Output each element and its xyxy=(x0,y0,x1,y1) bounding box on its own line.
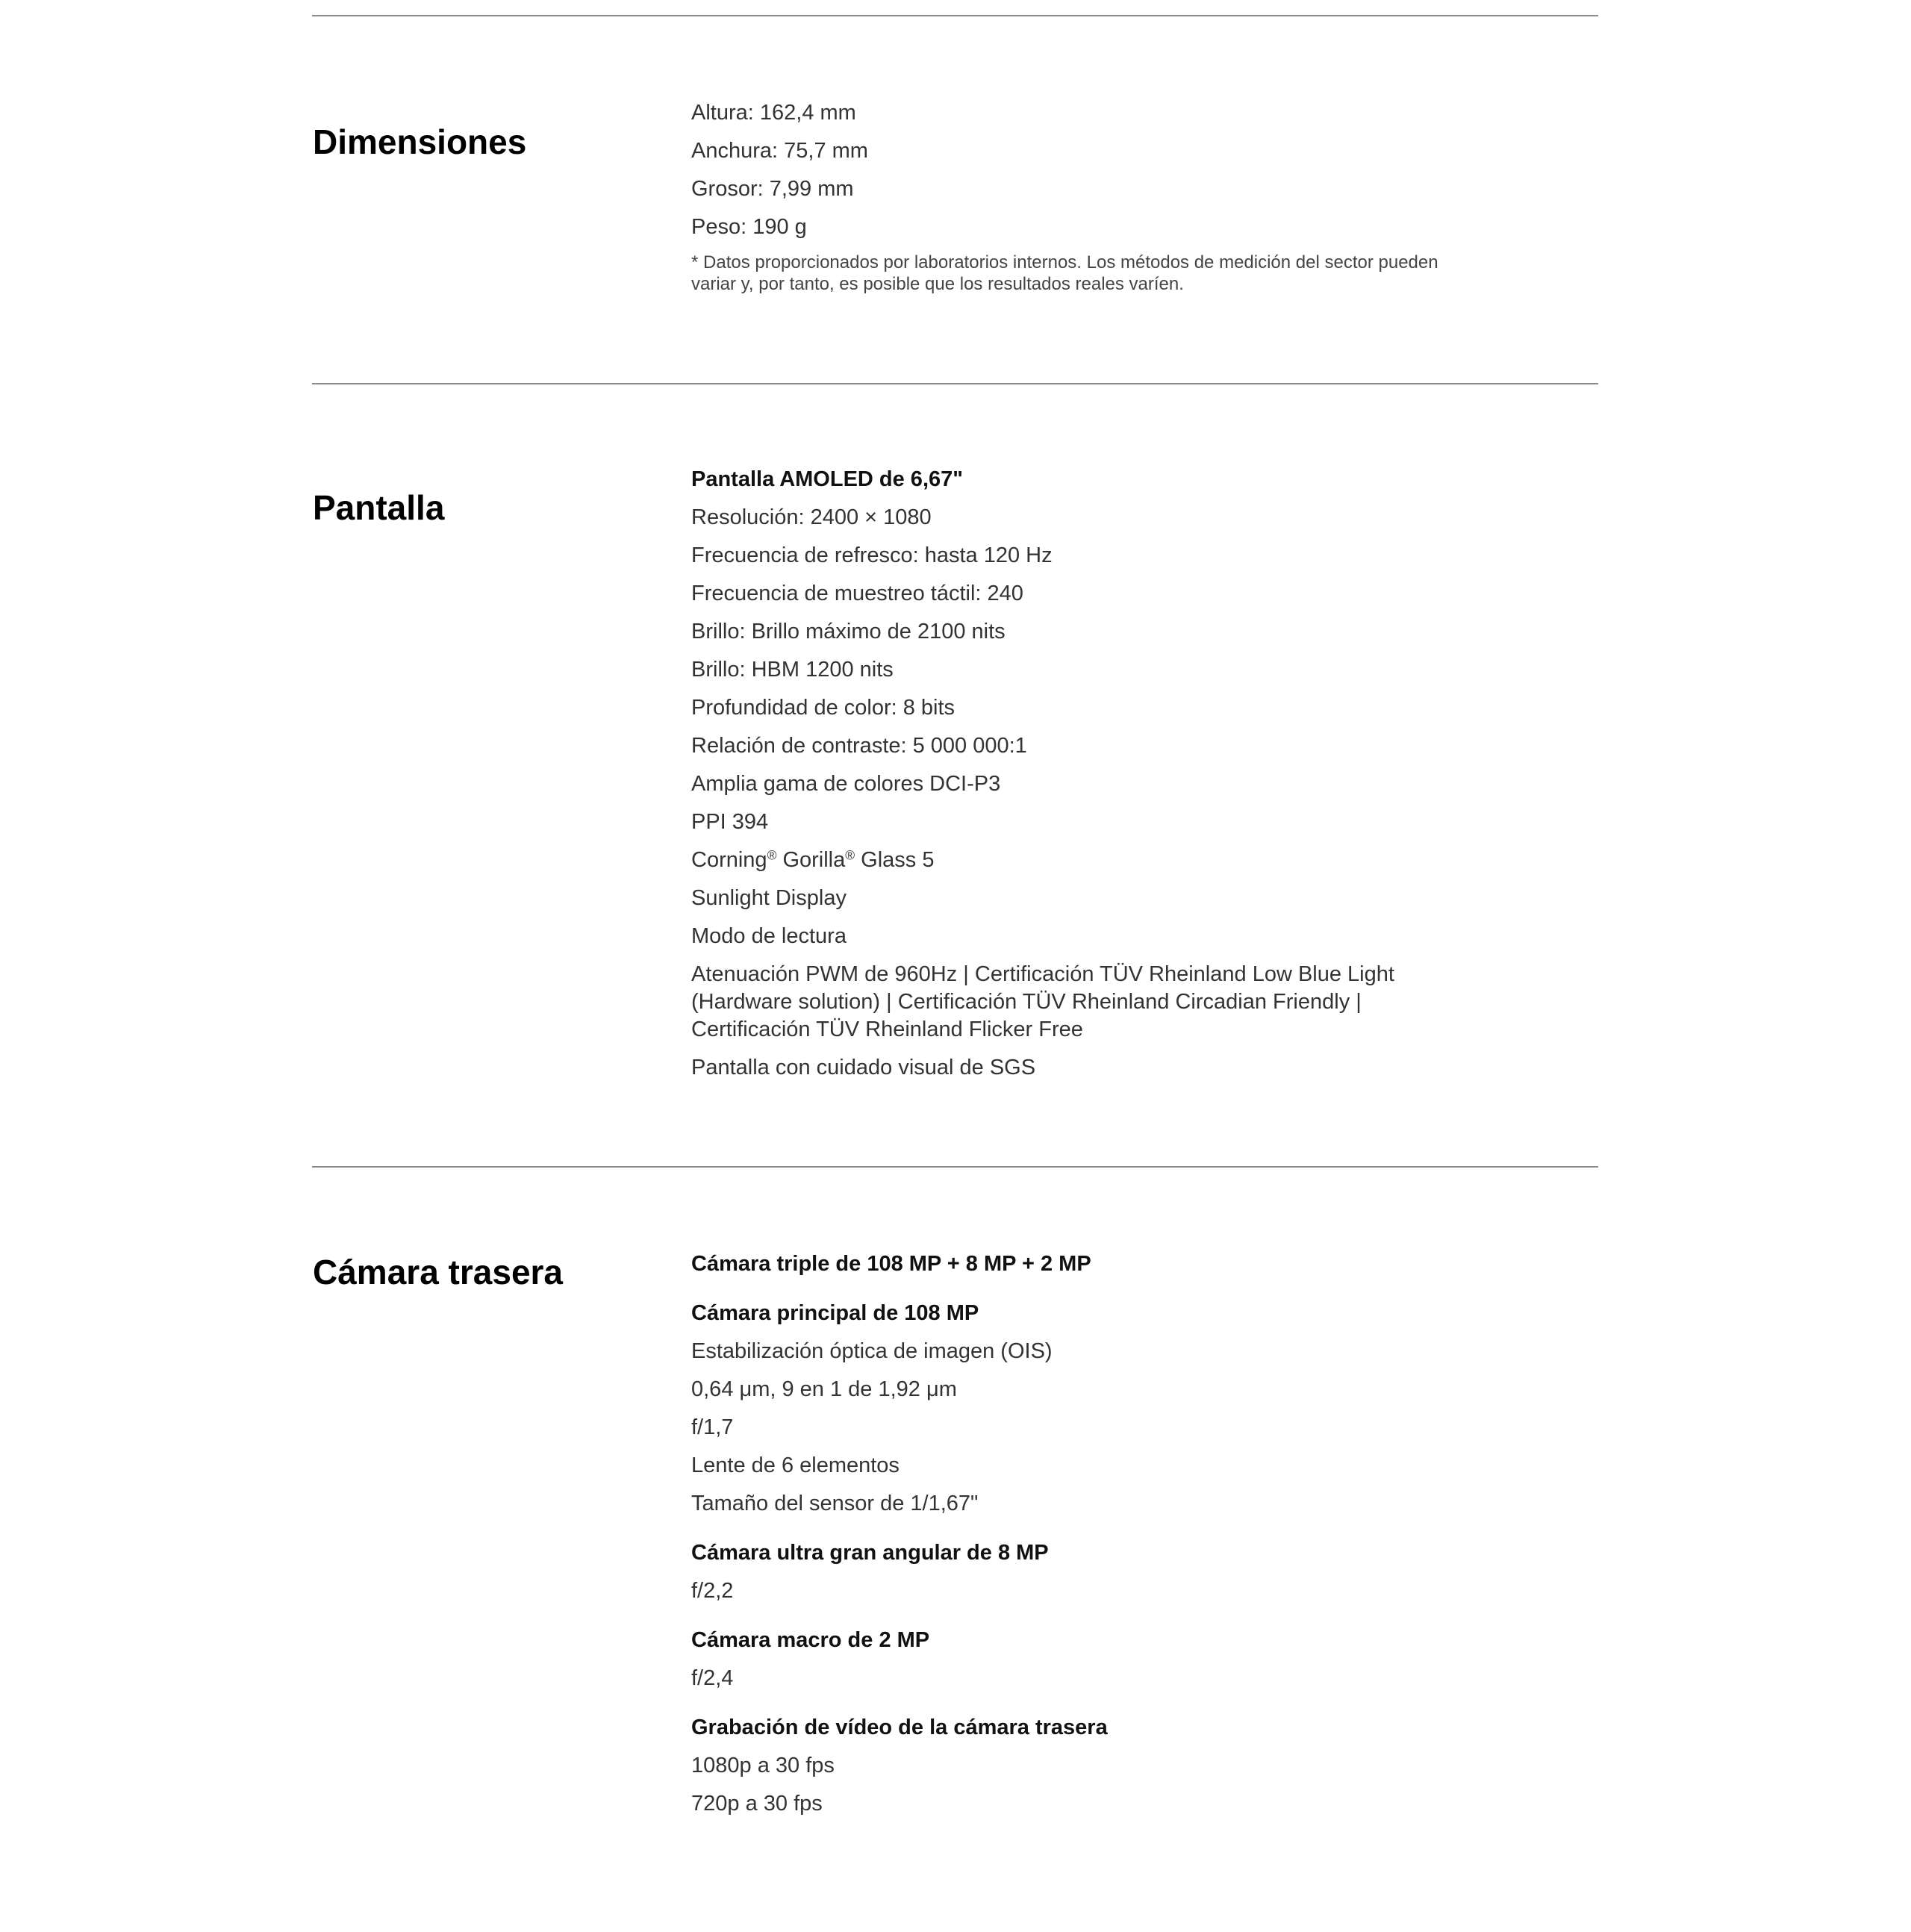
section-title-pantalla: Pantalla xyxy=(313,488,445,527)
spec-item: 0,64 μm, 9 en 1 de 1,92 μm xyxy=(691,1377,957,1401)
spec-item: Grosor: 7,99 mm xyxy=(691,177,854,201)
spec-item: 720p a 30 fps xyxy=(691,1792,823,1816)
spec-item: PPI 394 xyxy=(691,810,769,834)
section-title-camara-trasera: Cámara trasera xyxy=(313,1253,564,1291)
registered-mark: ® xyxy=(767,847,777,863)
section-divider xyxy=(312,1166,1598,1168)
spec-item: Peso: 190 g xyxy=(691,215,807,239)
registered-mark: ® xyxy=(845,847,855,863)
spec-item: Frecuencia de muestreo táctil: 240 xyxy=(691,582,1023,605)
spec-item: Anchura: 75,7 mm xyxy=(691,139,868,163)
spec-item: Brillo: HBM 1200 nits xyxy=(691,658,894,682)
spec-group-heading: Cámara principal de 108 MP xyxy=(691,1301,979,1325)
spec-item: f/2,4 xyxy=(691,1666,734,1690)
spec-item: Brillo: Brillo máximo de 2100 nits xyxy=(691,620,1006,644)
spec-item: 1080p a 30 fps xyxy=(691,1754,835,1777)
spec-group-heading: Cámara macro de 2 MP xyxy=(691,1628,930,1652)
spec-item-glass xyxy=(691,847,1550,874)
spec-item: Resolución: 2400 × 1080 xyxy=(691,505,932,529)
spec-item: Estabilización óptica de imagen (OIS) xyxy=(691,1339,1053,1363)
spec-list-pantalla xyxy=(691,466,1550,1092)
glass-text-3: Glass 5 xyxy=(855,848,935,872)
certification-line: Certificación TÜV Rheinland Flicker Free xyxy=(691,1018,1083,1041)
spec-item: Relación de contraste: 5 000 000:1 xyxy=(691,734,1027,758)
glass-text-2: Gorilla xyxy=(776,848,846,872)
spec-group-heading: Grabación de vídeo de la cámara trasera xyxy=(691,1716,1108,1739)
spec-item: Frecuencia de refresco: hasta 120 Hz xyxy=(691,543,1053,567)
glass-text-1: Corning xyxy=(691,848,767,872)
spec-item: Profundidad de color: 8 bits xyxy=(691,696,956,720)
spec-item: Modo de lectura xyxy=(691,924,847,948)
spec-item: Amplia gama de colores DCI-P3 xyxy=(691,772,1001,796)
footnote-line: * Datos proporcionados por laboratorios internos. Los métodos de medición del sector pueden xyxy=(691,252,1438,272)
spec-list-camara-trasera xyxy=(691,1250,1550,1828)
section-divider xyxy=(312,15,1598,16)
spec-item: f/1,7 xyxy=(691,1415,734,1439)
spec-item: Altura: 162,4 mm xyxy=(691,101,856,125)
spec-list-dimensiones xyxy=(691,99,1550,295)
section-divider xyxy=(312,383,1598,384)
spec-headline: Pantalla AMOLED de 6,67" xyxy=(691,467,964,491)
spec-headline: Cámara triple de 108 MP + 8 MP + 2 MP xyxy=(691,1252,1091,1276)
certification-line: Atenuación PWM de 960Hz | Certificación TÜV Rheinland Low Blue Light xyxy=(691,962,1394,986)
spec-group-heading: Cámara ultra gran angular de 8 MP xyxy=(691,1541,1049,1565)
section-title-dimensiones: Dimensiones xyxy=(313,122,527,161)
certification-line: (Hardware solution) | Certificación TÜV Rheinland Circadian Friendly | xyxy=(691,990,1362,1014)
spec-item: f/2,2 xyxy=(691,1579,734,1603)
spec-item: Sunlight Display xyxy=(691,886,847,910)
spec-item: Pantalla con cuidado visual de SGS xyxy=(691,1056,1036,1079)
spec-item: Lente de 6 elementos xyxy=(691,1453,900,1477)
spec-item-certifications xyxy=(691,961,1550,1044)
footnote xyxy=(691,252,1550,295)
spec-item: Tamaño del sensor de 1/1,67" xyxy=(691,1492,979,1515)
footnote-line: variar y, por tanto, es posible que los resultados reales varíen. xyxy=(691,274,1184,294)
